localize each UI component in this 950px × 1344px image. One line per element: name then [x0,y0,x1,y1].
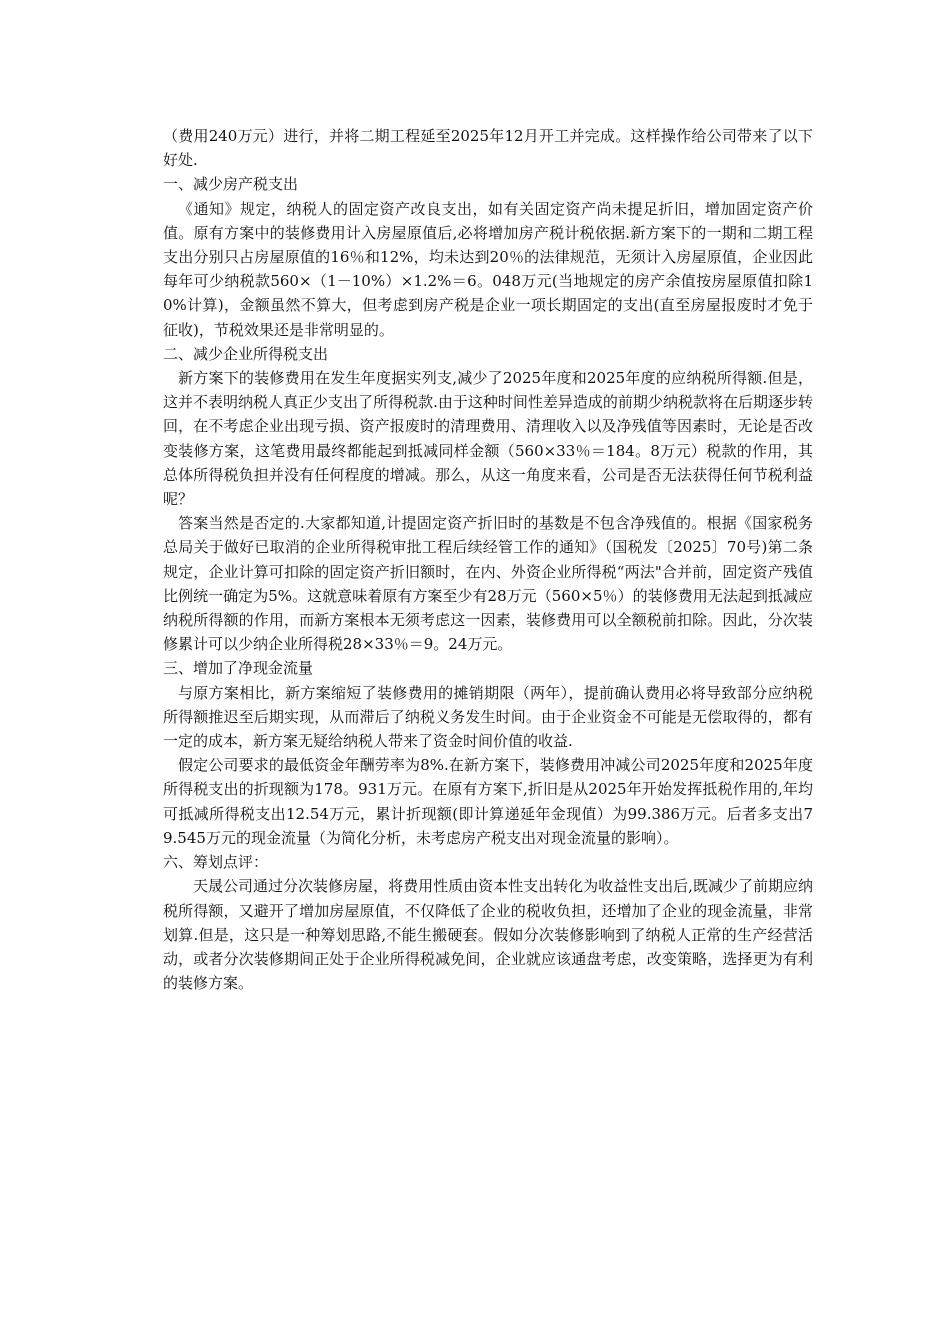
paragraph: 假定公司要求的最低资金年酬劳率为8%.在新方案下，装修费用冲减公司2025年度和2025年度所得税支出的折现额为178。931万元。在原有方案下,折旧是从2025年开始发挥抵税作用的,年均可抵减所得税支出12.54万元，累计折现额(即计算递延年金现值）为99.386万元。后者多支出79.545万元的现金流量（为简化分析，未考虑房产税支出对现金流量的影响）。 [163,756,813,847]
paragraph: 与原方案相比，新方案缩短了装修费用的摊销期限（两年），提前确认费用必将导致部分应纳税所得额推迟至后期实现，从而滞后了纳税义务发生时间。由于企业资金不可能是无偿取得的，都有一定的成本，新方案无疑给纳税人带来了资金时间价值的收益. [163,683,813,751]
section-heading-3: 三、增加了净现金流量 [163,659,314,678]
section-heading-2: 二、减少企业所得税支出 [163,344,329,363]
section-heading-1: 一、减少房产税支出 [163,175,299,194]
section-heading-6: 六、筹划点评： [163,853,269,872]
paragraph: 天晟公司通过分次装修房屋，将费用性质由资本性支出转化为收益性支出后,既减少了前期应纳税所得额，又避开了增加房屋原值，不仅降低了企业的税收负担，还增加了企业的现金流量，非常划算.但是，这只是一种筹划思路,不能生搬硬套。假如分次装修影响到了纳税人正常的生产经营活动，或者分次装修期间正处于企业所得税减免间，企业就应该通盘考虑，改变策略，选择更为有利的装修方案。 [163,877,813,993]
paragraph: 《通知》规定，纳税人的固定资产改良支出，如有关固定资产尚未提足折旧，增加固定资产价值。原有方案中的装修费用计入房屋原值后,必将增加房产税计税依据.新方案下的一期和二期工程支出分别只占房屋原值的16％和12%，均未达到20％的法律规范，无须计入房屋原值，企业因此每年可少纳税款560×（1－10%）×1.2%＝6。048万元(当地规定的房产余值按房屋原值扣除10%计算)，金额虽然不算大，但考虑到房产税是企业一项长期固定的支出(直至房屋报废时才免于征收)，节税效果还是非常明显的。 [163,199,813,339]
paragraph: 答案当然是否定的.大家都知道,计提固定资产折旧时的基数是不包含净残值的。根据《国家税务总局关于做好已取消的企业所得税审批工程后续经管工作的通知》（国税发〔2025〕70号)第二条规定，企业计算可扣除的固定资产折旧额时，在内、外资企业所得税“两法"合并前，固定资产残值比例统一确定为5%。这就意味着原有方案至少有28万元（560×5％）的装修费用无法起到抵减应纳税所得额的作用，而新方案根本无须考虑这一因素，装修费用可以全额税前扣除。因此，分次装修累计可以少纳企业所得税28×33％＝9。24万元。 [163,514,813,654]
paragraph-continuation: （费用240万元）进行，并将二期工程延至2025年12月开工并完成。这样操作给公司带来了以下好处. [163,127,813,170]
document-page [163,124,813,995]
paragraph: 新方案下的装修费用在发生年度据实列支,减少了2025年度和2025年度的应纳税所得额.但是，这并不表明纳税人真正少支出了所得税款.由于这种时间性差异造成的前期少纳税款将在后期逐步转回，在不考虑企业出现亏损、资产报废时的清理费用、清理收入以及净残值等因素时，无论是否改变装修方案，这笔费用最终都能起到抵减同样金额（560×33％＝184。8万元）税款的作用，其总体所得税负担并没有任何程度的增减。那么，从这一角度来看，公司是否无法获得任何节税利益呢？ [163,369,813,509]
